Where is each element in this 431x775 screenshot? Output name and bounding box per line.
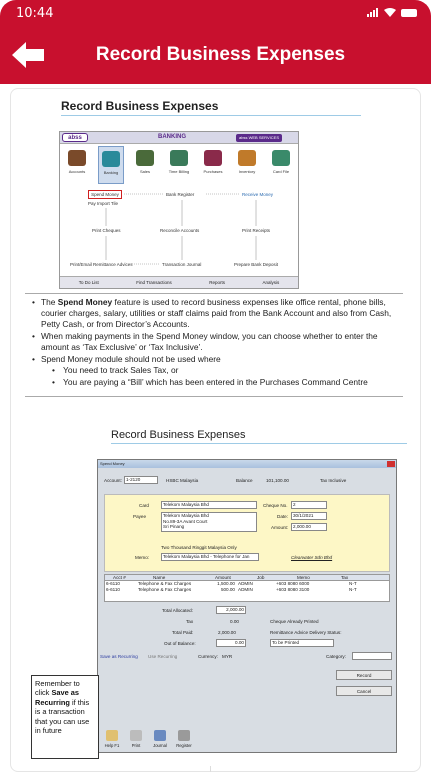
- app-bar: [0, 26, 431, 84]
- out-of-balance-value: 0.00: [216, 639, 246, 647]
- slide-title: Record Business Expenses: [111, 429, 246, 441]
- status-bar: [0, 0, 431, 26]
- spend-money-window: [97, 459, 397, 753]
- transaction-journal: Transaction Journal: [162, 262, 202, 267]
- card-field: Telekom Malaysia Bhd: [161, 501, 257, 509]
- memo-label: Memo:: [135, 555, 150, 560]
- cheque-printed-checkbox: Cheque Already Printed: [270, 619, 319, 624]
- register-icon: [178, 730, 190, 741]
- arrow-left-icon: [12, 40, 46, 70]
- banking-flow: [60, 186, 298, 276]
- sub-bullet-bill: • You are paying a “Bill’ which has been entered in the Purchases Command Centre: [51, 377, 405, 388]
- reconcile-accounts: Reconcile Accounts: [160, 228, 200, 233]
- amount-field: 2,000.00: [291, 523, 327, 531]
- print-tool: Print: [126, 730, 146, 752]
- amount-label: Amount:: [271, 525, 289, 530]
- time-billing-icon: [170, 150, 188, 166]
- remittance-select: To be Printed: [270, 639, 334, 647]
- web-services-badge: abss WEB SERVICES: [236, 134, 282, 142]
- tax-label: Tax: [186, 619, 194, 624]
- banking-title: BANKING: [158, 134, 186, 140]
- banking-bottom-bar: [60, 276, 298, 288]
- print-icon: [130, 730, 142, 741]
- command-centre-icons: [60, 146, 298, 184]
- purchases-module: Purchases: [200, 146, 226, 184]
- record-button: Record: [336, 670, 392, 680]
- page-title: Record Business Expenses: [95, 44, 346, 65]
- analysis: Analysis: [262, 280, 280, 285]
- total-paid-label: Total Paid:: [172, 630, 194, 635]
- total-allocated-label: Total Allocated:: [162, 608, 193, 613]
- date-field: 30/1/2021: [291, 512, 327, 520]
- journal-tool: Journal: [150, 730, 170, 752]
- cancel-button: Cancel: [336, 686, 392, 696]
- status-icons: [367, 7, 417, 20]
- currency-value: MYR: [222, 654, 233, 659]
- bullet-spend-money: • The Spend Money feature is used to record business expenses like office rental, phone bills, courier charges, salary, utilities or staff claims paid from the Bank Account and also from Cash, Petty Cash, or from Director’s Accounts.: [31, 297, 405, 330]
- use-recurring-button: Use Recurring: [148, 654, 178, 659]
- table-row: 6-6110 Telephone & Fax Charges 1,500.00 ADMIN +603 8080 6000 N-T: [106, 581, 357, 586]
- register-tool: Register: [174, 730, 194, 752]
- bullet-tax-option: • When making payments in the Spend Money window, you can choose whether to enter the amount as ‘Tax Exclusive’ or ‘Tax Inclusive’.: [31, 331, 405, 353]
- card-file-module: Card File: [268, 146, 294, 184]
- print-receipts: Print Receipts: [242, 228, 271, 233]
- bank-name: HSBC Malaysia: [166, 478, 199, 483]
- purchases-icon: [204, 150, 222, 166]
- card-file-icon: [272, 150, 290, 166]
- category-label: Category:: [326, 654, 346, 659]
- banking-header: [60, 132, 298, 144]
- bullet-not-used: • Spend Money module should not be used where • You need to track Sales Tax, or • You are paying a “Bill’ which has been entered in the Purchases Command Centre: [31, 354, 405, 388]
- prepare-bank-deposit: Prepare Bank Deposit: [234, 262, 279, 267]
- window-titlebar: Spend Money: [98, 460, 396, 468]
- abss-logo: abss: [62, 133, 88, 142]
- currency-label: Currency:: [198, 654, 218, 659]
- flow-connectors: [60, 186, 298, 276]
- print-email-remittance: Print/Email Remittance Advices: [70, 262, 133, 267]
- to-do-list: To Do List: [78, 280, 99, 285]
- sub-bullet-sales-tax: • You need to track Sales Tax, or: [51, 365, 405, 376]
- banking-module: Banking: [98, 146, 124, 184]
- save-recurring-button: Save as Recurring: [100, 654, 138, 659]
- sales-icon: [136, 150, 154, 166]
- total-paid-value: 2,000.00: [218, 630, 236, 635]
- allocation-table: [104, 574, 390, 602]
- amount-in-words: Two Thousand Ringgit Malaysia Only: [161, 545, 237, 550]
- inventory-icon: [238, 150, 256, 166]
- tax-inclusive-checkbox: Tax Inclusive: [320, 478, 347, 483]
- title-rule: [61, 115, 361, 116]
- card-label: Card: [139, 503, 149, 508]
- back-button[interactable]: [12, 40, 46, 70]
- accounts-icon: [68, 150, 86, 166]
- home-indicator: [210, 766, 211, 772]
- reports: Reports: [209, 280, 225, 285]
- payee-address: Telekom Malaysia Bhd No.89-3A Avant Court Sri Pinang: [161, 512, 257, 532]
- memo-field: Telekom Malaysia Bhd - Telephone for Jan: [161, 553, 259, 561]
- cheque-label: Cheque No.: [263, 503, 288, 508]
- recurring-note: Remember to click Save as Recurring if this is a transaction that you can use in future: [31, 675, 99, 759]
- find-transactions: Find Transactions: [136, 280, 172, 285]
- toolbar: [102, 730, 194, 752]
- slide-spend-money: [25, 429, 411, 769]
- status-time: 10:44: [16, 5, 54, 21]
- slide-banking: [25, 99, 411, 399]
- help-icon: [106, 730, 118, 741]
- remittance-label: Remittance Advice Delivery Status:: [270, 630, 342, 635]
- banking-command-centre: [59, 131, 299, 289]
- cheque-area: [104, 494, 390, 572]
- signal-icon: [367, 7, 379, 20]
- table-row: 6-6110 Telephone & Fax Charges 500.00 ADMIN +603 8080 3100 N-T: [106, 587, 357, 592]
- balance-value: 101,100.00: [266, 478, 289, 483]
- close-icon: [387, 461, 395, 467]
- tax-value: 0.00: [230, 619, 239, 624]
- balance-label: Balance: [236, 478, 253, 483]
- bullet-list: [31, 297, 405, 389]
- total-allocated-value: 2,000.00: [216, 606, 246, 614]
- table-header: Acct # Name Amount Job Memo Tax: [105, 575, 389, 581]
- sales-module: Sales: [132, 146, 158, 184]
- wifi-icon: [384, 7, 396, 20]
- cheque-field: 2: [291, 501, 327, 509]
- out-of-balance-label: Out of Balance:: [164, 641, 196, 646]
- title-rule: [111, 443, 407, 444]
- slide-title: Record Business Expenses: [61, 99, 219, 113]
- bank-register: Bank Register: [166, 192, 195, 197]
- battery-icon: [401, 9, 417, 17]
- signature: Clearwater Sdn Bhd: [291, 555, 333, 560]
- pay-import-tile: Pay Import Tile: [88, 201, 119, 206]
- accounts-module: Accounts: [64, 146, 90, 184]
- date-label: Date:: [277, 514, 288, 519]
- inventory-module: Inventory: [234, 146, 260, 184]
- account-label: Account:: [104, 478, 122, 483]
- banking-icon: [102, 151, 120, 167]
- account-field: 1-2120: [124, 476, 158, 484]
- print-cheques: Print Cheques: [92, 228, 121, 233]
- journal-icon: [154, 730, 166, 741]
- help-tool: Help F1: [102, 730, 122, 752]
- category-select: [352, 652, 392, 660]
- receive-money: Receive Money: [242, 192, 274, 197]
- spend-money-highlight: Spend Money: [88, 190, 122, 199]
- time-billing-module: Time Billing: [166, 146, 192, 184]
- payee-label: Payee: [133, 514, 147, 519]
- lesson-content[interactable]: [10, 88, 421, 772]
